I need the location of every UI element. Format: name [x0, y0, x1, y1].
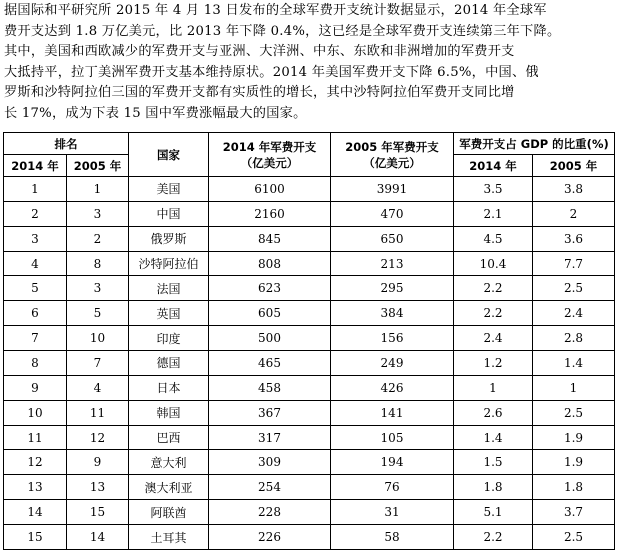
rank-2014-cell: 11: [4, 425, 67, 450]
table-body: [4, 177, 615, 550]
rank-2005-cell: 15: [67, 500, 129, 525]
spend-2005-title: 2005 年军费开支: [345, 139, 439, 154]
spend-2005-cell: 3991: [331, 177, 454, 202]
rank-2014-cell: 7: [4, 326, 67, 351]
gdp-2014-cell: 1: [454, 375, 533, 400]
rank-2005-cell: 14: [67, 525, 129, 550]
gdp-2014-cell: 2.1: [454, 201, 533, 226]
country-cell: 意大利: [129, 450, 209, 475]
rank-2005-cell: 9: [67, 450, 129, 475]
rank-2005-header: 2005 年: [67, 155, 129, 177]
gdp-2005-cell: 2.5: [533, 276, 615, 301]
gdp-2005-cell: 2.8: [533, 326, 615, 351]
rank-2014-cell: 1: [4, 177, 67, 202]
rank-2005-cell: 10: [67, 326, 129, 351]
table-row: [4, 226, 615, 251]
rank-header: 排名: [4, 133, 129, 155]
spend-2014-cell: 845: [209, 226, 331, 251]
gdp-2014-cell: 5.1: [454, 500, 533, 525]
spend-2005-unit: （亿美元）: [363, 155, 421, 170]
gdp-2005-cell: 7.7: [533, 251, 615, 276]
spend-2005-cell: 470: [331, 201, 454, 226]
table-row: [4, 177, 615, 202]
spend-2005-cell: 249: [331, 351, 454, 376]
country-cell: 印度: [129, 326, 209, 351]
rank-2014-cell: 3: [4, 226, 67, 251]
rank-2014-cell: 12: [4, 450, 67, 475]
spend-2014-cell: 226: [209, 525, 331, 550]
country-cell: 俄罗斯: [129, 226, 209, 251]
spend-2014-cell: 808: [209, 251, 331, 276]
table-header-row: [4, 133, 615, 155]
gdp-2014-cell: 2.2: [454, 525, 533, 550]
spend-2005-cell: 31: [331, 500, 454, 525]
spend-2005-cell: 213: [331, 251, 454, 276]
spend-2014-header: [209, 133, 331, 177]
spend-2005-cell: 295: [331, 276, 454, 301]
gdp-2005-cell: 2: [533, 201, 615, 226]
spend-2014-cell: 2160: [209, 201, 331, 226]
intro-paragraph: [4, 1, 615, 124]
gdp-2014-cell: 4.5: [454, 226, 533, 251]
country-cell: 沙特阿拉伯: [129, 251, 209, 276]
intro-line: 费开支达到 1.8 万亿美元，比 2013 年下降 0.4%，这已经是全球军费开支连续第三年下降。: [4, 23, 561, 39]
spend-2005-cell: 58: [331, 525, 454, 550]
rank-2014-header: 2014 年: [4, 155, 67, 177]
country-cell: 美国: [129, 177, 209, 202]
spend-2014-cell: 623: [209, 276, 331, 301]
gdp-2005-cell: 1: [533, 375, 615, 400]
table-row: [4, 326, 615, 351]
spend-2014-cell: 317: [209, 425, 331, 450]
gdp-2005-cell: 2.5: [533, 525, 615, 550]
rank-2014-cell: 6: [4, 301, 67, 326]
spend-2014-cell: 500: [209, 326, 331, 351]
spend-2005-cell: 650: [331, 226, 454, 251]
country-cell: 土耳其: [129, 525, 209, 550]
rank-2005-cell: 5: [67, 301, 129, 326]
gdp-2005-cell: 1.9: [533, 450, 615, 475]
spend-2005-cell: 426: [331, 375, 454, 400]
intro-line: 据国际和平研究所 2015 年 4 月 13 日发布的全球军费开支统计数据显示，2014 年全球军: [4, 3, 547, 18]
gdp-2014-cell: 1.4: [454, 425, 533, 450]
table-row: [4, 201, 615, 226]
gdp-2005-cell: 3.7: [533, 500, 615, 525]
gdp-2005-cell: 3.8: [533, 177, 615, 202]
gdp-2005-cell: 2.4: [533, 301, 615, 326]
gdp-2014-cell: 2.2: [454, 276, 533, 301]
gdp-2014-cell: 2.4: [454, 326, 533, 351]
rank-2005-cell: 1: [67, 177, 129, 202]
rank-2014-cell: 10: [4, 400, 67, 425]
rank-2005-cell: 3: [67, 276, 129, 301]
spend-2005-cell: 156: [331, 326, 454, 351]
country-cell: 英国: [129, 301, 209, 326]
gdp-2005-cell: 1.4: [533, 351, 615, 376]
gdp-2005-cell: 3.6: [533, 226, 615, 251]
rank-2014-cell: 15: [4, 525, 67, 550]
table-row: [4, 450, 615, 475]
gdp-2005-cell: 1.8: [533, 475, 615, 500]
gdp-2014-cell: 1.2: [454, 351, 533, 376]
rank-2014-cell: 14: [4, 500, 67, 525]
table-row: [4, 301, 615, 326]
table-row: [4, 375, 615, 400]
gdp-share-header: 军费开支占 GDP 的比重(%): [454, 133, 615, 155]
rank-2005-cell: 7: [67, 351, 129, 376]
gdp-2005-cell: 2.5: [533, 400, 615, 425]
table-row: [4, 251, 615, 276]
rank-2014-cell: 8: [4, 351, 67, 376]
spend-2014-cell: 254: [209, 475, 331, 500]
table-row: [4, 525, 615, 550]
country-cell: 日本: [129, 375, 209, 400]
spend-2005-cell: 194: [331, 450, 454, 475]
spend-2014-cell: 605: [209, 301, 331, 326]
country-header: 国家: [129, 133, 209, 177]
table-row: [4, 400, 615, 425]
spend-2005-cell: 384: [331, 301, 454, 326]
gdp-2014-cell: 2.2: [454, 301, 533, 326]
spend-2014-cell: 367: [209, 400, 331, 425]
military-spending-table: [3, 132, 615, 550]
rank-2014-cell: 5: [4, 276, 67, 301]
table-row: [4, 276, 615, 301]
spend-2005-cell: 76: [331, 475, 454, 500]
rank-2005-cell: 12: [67, 425, 129, 450]
spend-2014-cell: 465: [209, 351, 331, 376]
country-cell: 法国: [129, 276, 209, 301]
country-cell: 巴西: [129, 425, 209, 450]
spend-2014-title: 2014 年军费开支: [222, 139, 317, 154]
spend-2014-unit: （亿美元）: [240, 155, 299, 170]
rank-2005-cell: 11: [67, 400, 129, 425]
intro-line: 罗斯和沙特阿拉伯三国的军费开支都有实质性的增长，其中沙特阿拉伯军费开支同比增: [4, 85, 515, 100]
intro-line: 大抵持平，拉丁美洲军费开支基本维持原状。2014 年美国军费开支下降 6.5%，中国、俄: [4, 64, 539, 80]
table-row: [4, 425, 615, 450]
table-row: [4, 500, 615, 525]
country-cell: 澳大利亚: [129, 475, 209, 500]
country-cell: 中国: [129, 201, 209, 226]
gdp-2005-cell: 1.9: [533, 425, 615, 450]
rank-2014-cell: 2: [4, 201, 67, 226]
rank-2005-cell: 3: [67, 201, 129, 226]
gdp-2014-cell: 1.8: [454, 475, 533, 500]
spend-2005-cell: 141: [331, 400, 454, 425]
gdp-2014-cell: 2.6: [454, 400, 533, 425]
spend-2005-header: [331, 133, 454, 177]
country-cell: 韩国: [129, 400, 209, 425]
country-cell: 德国: [129, 351, 209, 376]
intro-line: 长 17%，成为下表 15 国中军费涨幅最大的国家。: [4, 105, 307, 121]
spend-2014-cell: 309: [209, 450, 331, 475]
spend-2014-cell: 228: [209, 500, 331, 525]
spend-2005-cell: 105: [331, 425, 454, 450]
gdp-2005-header: 2005 年: [533, 155, 615, 177]
spend-2014-cell: 6100: [209, 177, 331, 202]
gdp-2014-cell: 3.5: [454, 177, 533, 202]
rank-2005-cell: 13: [67, 475, 129, 500]
gdp-2014-cell: 1.5: [454, 450, 533, 475]
rank-2014-cell: 13: [4, 475, 67, 500]
gdp-2014-cell: 10.4: [454, 251, 533, 276]
table-row: [4, 475, 615, 500]
rank-2014-cell: 4: [4, 251, 67, 276]
rank-2005-cell: 4: [67, 375, 129, 400]
rank-2005-cell: 8: [67, 251, 129, 276]
gdp-2014-header: 2014 年: [454, 155, 533, 177]
spend-2014-cell: 458: [209, 375, 331, 400]
rank-2005-cell: 2: [67, 226, 129, 251]
table-row: [4, 351, 615, 376]
intro-line: 其中，美国和西欧减少的军费开支与亚洲、大洋洲、中东、东欧和非洲增加的军费开支: [4, 44, 515, 59]
rank-2014-cell: 9: [4, 375, 67, 400]
country-cell: 阿联酋: [129, 500, 209, 525]
